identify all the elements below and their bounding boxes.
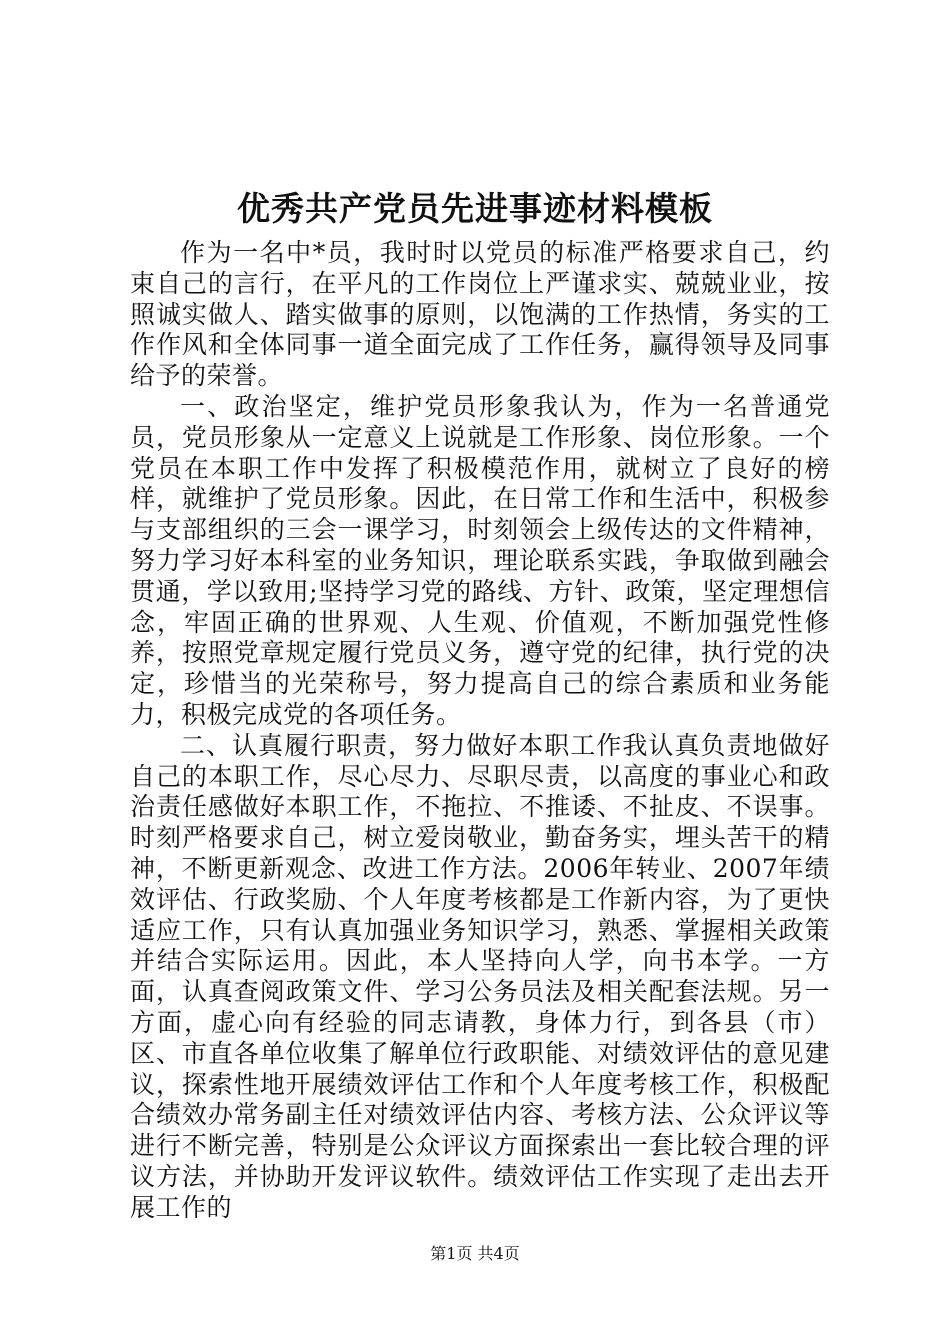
paragraph-section-two: 二、认真履行职责，努力做好本职工作我认真负责地做好自己的本职工作，尽心尽力、尽职尽责，以高度的事业心和政治责任感做好本职工作，不拖拉、不推诿、不扯皮、不误事。时刻严格要求自己，树立爱岗敬业，勤奋务实，埋头苦干的精神，不断更新观念、改进工作方法。2006年转业、2007年绩效评估、行政奖励、个人年度考核都是工作新内容，为了更快适应工作，只有认真加强业务知识学习，熟悉、掌握相关政策并结合实际运用。因此，本人坚持向人学，向书本学。一方面，认真查阅政策文件、学习公务员法及相关配套法规。另一方面，虚心向有经验的同志请教，身体力行，到各县（市）区、市直各单位收集了解单位行政职能、对绩效评估的意见建议，探索性地开展绩效评估工作和个人年度考核工作，积极配合绩效办常务副主任对绩效评估内容、考核方法、公众评议等进行不断完善，特别是公众评议方面探索出一套比较合理的评议方法，并协助开发评议软件。绩效评估工作实现了走出去开展工作的 (130, 730, 830, 1222)
paragraph-intro: 作为一名中*员，我时时以党员的标准严格要求自己，约束自己的言行，在平凡的工作岗位上严谨求实、兢兢业业，按照诚实做人、踏实做事的原则，以饱满的工作热情，务实的工作作风和全体同事一道全面完成了工作任务，赢得领导及同事给予的荣誉。 (130, 238, 830, 391)
paragraph-section-one: 一、政治坚定，维护党员形象我认为，作为一名普通党员，党员形象从一定意义上说就是工作形象、岗位形象。一个党员在本职工作中发挥了积极模范作用，就树立了良好的榜样，就维护了党员形象。因此，在日常工作和生活中，积极参与支部组织的三会一课学习，时刻领会上级传达的文件精神，努力学习好本科室的业务知识，理论联系实践，争取做到融会贯通，学以致用;坚持学习党的路线、方针、政策，坚定理想信念，牢固正确的世界观、人生观、价值观，不断加强党性修养，按照党章规定履行党员义务，遵守党的纪律，执行党的决定，珍惜当的光荣称号，努力提高自己的综合素质和业务能力，积极完成党的各项任务。 (130, 391, 830, 729)
page-footer: 第1页 共4页 (430, 1244, 520, 1263)
document-body (130, 238, 830, 1224)
document-title: 优秀共产党员先进事迹材料模板 (237, 189, 713, 228)
